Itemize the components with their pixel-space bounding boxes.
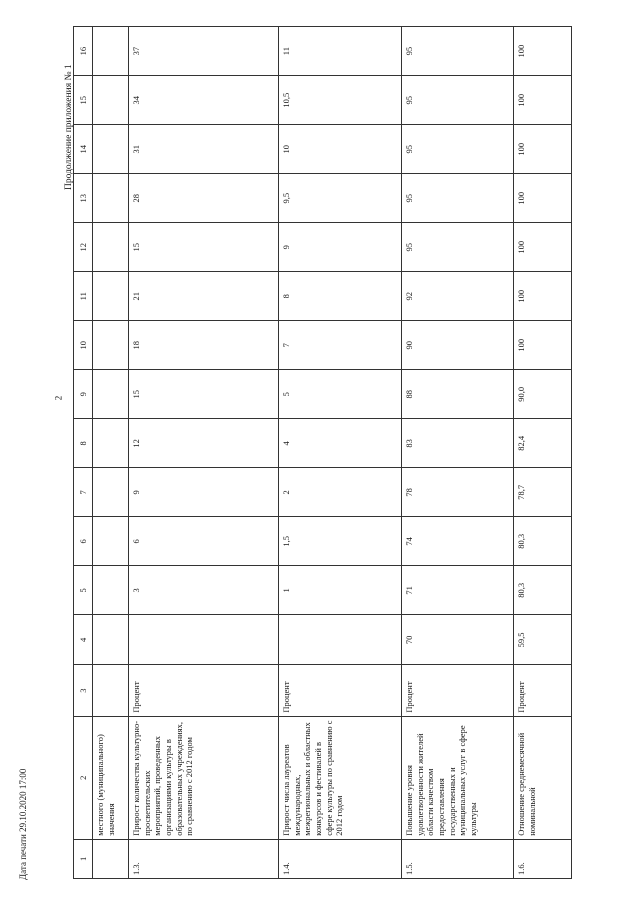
table-row <box>129 27 279 879</box>
indicator-name: Прирост количества культурно-просветительских мероприятий, проведенных организациями культуры в образовательных учреждениях, по сравнению с 2012 годом <box>129 716 279 839</box>
header-cell: 5 <box>74 566 93 615</box>
value-cell <box>93 370 129 419</box>
indicators-table-wrapper <box>73 26 537 879</box>
header-cell: 2 <box>74 716 93 839</box>
value-cell: 90 <box>402 321 514 370</box>
value-cell <box>93 125 129 174</box>
value-cell <box>93 615 129 665</box>
value-cell: 10 <box>279 125 402 174</box>
value-cell: 5 <box>279 370 402 419</box>
header-cell: 15 <box>74 76 93 125</box>
header-cell: 3 <box>74 665 93 716</box>
value-cell: 10,5 <box>279 76 402 125</box>
value-cell: 100 <box>514 27 572 76</box>
header-cell: 11 <box>74 272 93 321</box>
unit-cell: Процент <box>514 665 572 716</box>
unit-cell: Процент <box>402 665 514 716</box>
value-cell <box>93 174 129 223</box>
indicator-name: местного (муниципального) значения <box>93 716 129 839</box>
value-cell: 100 <box>514 272 572 321</box>
indicator-name: Отношение среднемесячной номинальной <box>514 716 572 839</box>
table-row <box>402 27 514 879</box>
value-cell: 15 <box>129 370 279 419</box>
unit-cell: Процент <box>129 665 279 716</box>
value-cell <box>93 76 129 125</box>
value-cell: 34 <box>129 76 279 125</box>
value-cell: 37 <box>129 27 279 76</box>
value-cell <box>93 468 129 517</box>
indicators-table <box>73 26 572 879</box>
value-cell: 31 <box>129 125 279 174</box>
header-cell: 1 <box>74 839 93 878</box>
value-cell: 9,5 <box>279 174 402 223</box>
unit-cell: Процент <box>279 665 402 716</box>
value-cell: 100 <box>514 174 572 223</box>
value-cell: 100 <box>514 76 572 125</box>
row-number: 1.5. <box>402 839 514 878</box>
value-cell: 21 <box>129 272 279 321</box>
row-number: 1.3. <box>129 839 279 878</box>
value-cell: 82,4 <box>514 419 572 468</box>
header-cell: 16 <box>74 27 93 76</box>
value-cell <box>93 321 129 370</box>
value-cell: 95 <box>402 125 514 174</box>
table-row <box>279 27 402 879</box>
value-cell: 9 <box>279 223 402 272</box>
value-cell: 95 <box>402 174 514 223</box>
value-cell: 92 <box>402 272 514 321</box>
row-number: 1.4. <box>279 839 402 878</box>
value-cell: 100 <box>514 321 572 370</box>
value-cell <box>129 615 279 665</box>
value-cell: 83 <box>402 419 514 468</box>
header-row <box>74 27 93 879</box>
indicator-name: Повышение уровня удовлетворенности жителей области качеством предоставления государственных и муниципальных услуг в сфере культуры <box>402 716 514 839</box>
header-cell: 13 <box>74 174 93 223</box>
continuation-note: Продолжение приложения № 1 <box>64 64 74 190</box>
value-cell: 80,3 <box>514 566 572 615</box>
header-cell: 8 <box>74 419 93 468</box>
value-cell: 78 <box>402 468 514 517</box>
table-row <box>514 27 572 879</box>
value-cell: 78,7 <box>514 468 572 517</box>
value-cell: 95 <box>402 27 514 76</box>
header-cell: 7 <box>74 468 93 517</box>
table-row <box>93 27 129 879</box>
value-cell: 70 <box>402 615 514 665</box>
value-cell: 3 <box>129 566 279 615</box>
value-cell: 90,0 <box>514 370 572 419</box>
value-cell: 1 <box>279 566 402 615</box>
header-cell: 6 <box>74 517 93 566</box>
value-cell: 6 <box>129 517 279 566</box>
value-cell <box>93 566 129 615</box>
print-date: Дата печати 29.10.2020 17:00 <box>18 768 28 880</box>
unit-cell <box>93 665 129 716</box>
value-cell: 1,5 <box>279 517 402 566</box>
value-cell: 11 <box>279 27 402 76</box>
value-cell: 95 <box>402 76 514 125</box>
value-cell: 12 <box>129 419 279 468</box>
value-cell: 15 <box>129 223 279 272</box>
value-cell: 8 <box>279 272 402 321</box>
value-cell <box>93 27 129 76</box>
indicator-name: Прирост числа лауреатов международных, межрегиональных и областных конкурсов и фестивалей в сфере культуры по сравнению с 2012 годом <box>279 716 402 839</box>
value-cell: 28 <box>129 174 279 223</box>
value-cell: 59,5 <box>514 615 572 665</box>
page-number: 2 <box>53 395 64 401</box>
value-cell: 100 <box>514 223 572 272</box>
value-cell: 74 <box>402 517 514 566</box>
value-cell: 2 <box>279 468 402 517</box>
value-cell <box>93 272 129 321</box>
value-cell: 4 <box>279 419 402 468</box>
value-cell: 9 <box>129 468 279 517</box>
value-cell: 95 <box>402 223 514 272</box>
value-cell <box>93 223 129 272</box>
value-cell: 18 <box>129 321 279 370</box>
header-cell: 14 <box>74 125 93 174</box>
value-cell: 80,3 <box>514 517 572 566</box>
value-cell <box>279 615 402 665</box>
header-cell: 4 <box>74 615 93 665</box>
header-cell: 12 <box>74 223 93 272</box>
value-cell: 7 <box>279 321 402 370</box>
value-cell: 100 <box>514 125 572 174</box>
row-number <box>93 839 129 878</box>
value-cell <box>93 419 129 468</box>
header-cell: 10 <box>74 321 93 370</box>
header-cell: 9 <box>74 370 93 419</box>
value-cell: 71 <box>402 566 514 615</box>
row-number: 1.6. <box>514 839 572 878</box>
value-cell <box>93 517 129 566</box>
value-cell: 88 <box>402 370 514 419</box>
